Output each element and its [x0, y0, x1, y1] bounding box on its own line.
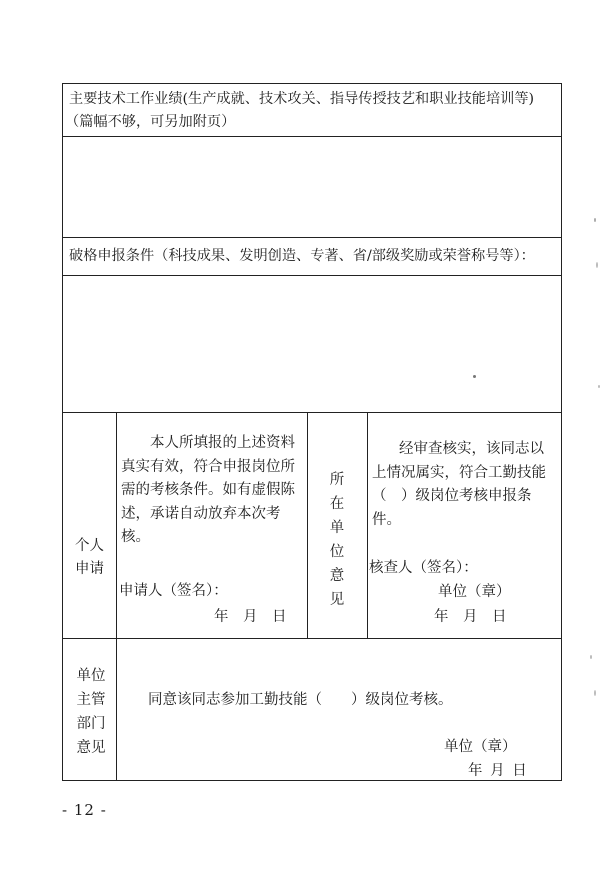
exceptional-heading: 破格申报条件（科技成果、发明创造、专著、省/部级奖励或荣誉称号等）：: [69, 248, 535, 264]
row-divider-exceptional-body: [62, 412, 562, 413]
scan-speck: [598, 385, 600, 388]
table-border-right: [561, 83, 562, 781]
personal-declaration: 本人所填报的上述资料真实有效，符合申报岗位所需的考核条件。如有虚假陈述，承诺自动放弃本次考核。: [121, 435, 295, 545]
applicant-date: 年 月 日: [214, 609, 287, 625]
scan-speck: [596, 262, 598, 268]
scan-speck: [594, 690, 596, 696]
unit-opinion-label: 所 在 单 位 意 见: [329, 472, 345, 608]
achievements-heading: 主要技术工作业绩(生产成就、技术攻关、指导传授技艺和职业技能培训等): [69, 91, 535, 107]
personal-label-line1: 个人: [75, 538, 104, 554]
row-divider-application: [62, 638, 562, 639]
page-number: - 12 -: [62, 801, 107, 819]
unit-opinion-statement: 经审查核实，该同志以上情况属实，符合工勤技能（ ）级岗位考核申报条件。: [372, 441, 546, 528]
dept-opinion-statement: 同意该同志参加工勤技能（ ）级岗位考核。: [148, 692, 453, 708]
scan-speck: [594, 218, 596, 222]
unit-opinion-date: 年 月 日: [434, 609, 507, 625]
personal-label-line2: 申请: [75, 561, 104, 577]
dept-opinion-date: 年 月 日: [468, 763, 527, 779]
unit-seal-label: 单位（章）: [438, 584, 511, 600]
column-divider-label: [116, 412, 117, 781]
achievements-note: （篇幅不够，可另加附页）: [65, 114, 236, 130]
row-divider-achievements-body: [62, 237, 562, 238]
applicant-signature-label: 申请人（签名）：: [119, 583, 228, 599]
exceptional-content-area[interactable]: [63, 276, 561, 412]
dept-seal-label: 单位（章）: [444, 739, 517, 755]
scan-speck: [473, 375, 476, 378]
dept-opinion-label: 单位 主管 部门 意见: [76, 668, 106, 756]
scan-speck: [590, 655, 592, 659]
achievements-content-area[interactable]: [63, 137, 561, 237]
column-divider-unit-left: [307, 412, 308, 639]
table-border-top: [62, 83, 562, 84]
checker-signature-label: 核查人（签名）：: [369, 560, 478, 576]
table-border-bottom: [62, 780, 562, 781]
column-divider-unit-right: [367, 412, 368, 639]
